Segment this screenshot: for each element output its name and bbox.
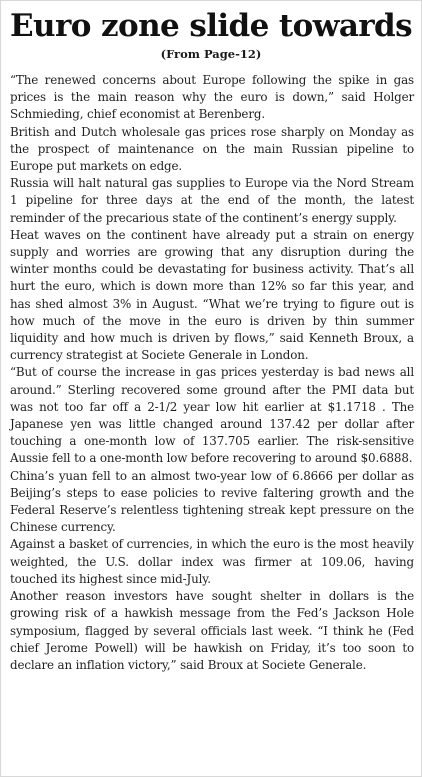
paragraph-3: Russia will halt natural gas supplies to Europe via the Nord Stream 1 pipeline for three days at the end of the month, the latest reminder of the precarious state of the continent’s energy supply.: [10, 176, 414, 225]
headline: Euro zone slide towards: [10, 8, 412, 44]
paragraph-6: China’s yuan fell to an almost two-year low of 6.8666 per dollar as Beijing’s steps to ease policies to revive faltering growth and the Federal Reserve’s relentless tightening streak kept pressure on the Chinese currency.: [10, 468, 414, 535]
paragraph-2: British and Dutch wholesale gas prices rose sharply on Monday as the prospect of maintenance on the main Russian pipeline to Europe put markets on edge.: [10, 124, 414, 174]
paragraph-7: Against a basket of currencies, in which the euro is the most heavily weighted, the U.S. dollar index was firmer at 109.06, having touched its highest since mid-July.: [10, 537, 414, 586]
article-body: [10, 72, 414, 674]
continued-from-label: (From Page-12): [160, 47, 262, 61]
paragraph-5: “But of course the increase in gas prices yesterday is bad news all around.” Sterling recovered some ground after the PMI data but was not too far off a 2-1/2 year low hit earlier at $1.1718 . The Japanese yen was little changed around 137.42 per dollar after touching a one-month low of 137.705 earlier. The risk-sensitive Aussie fell to a one-month low before recovering to around $0.6888.: [10, 365, 414, 466]
paragraph-8: Another reason investors have sought shelter in dollars is the growing risk of a hawkish message from the Fed’s Jackson Hole symposium, flagged by several officials last week. “I think he (Fed chief Jerome Powell) will be hawkish on Friday, it’s too soon to declare an inflation victory,” said Broux at Societe Generale.: [10, 589, 414, 672]
paragraph-4: Heat waves on the continent have already put a strain on energy supply and worries are growing that any disruption during the winter months could be devastating for business activity. That’s all hurt the euro, which is down more than 12% so far this year, and has shed almost 3% in August. “What we’re trying to figure out is how much of the move in the euro is driven by thin summer liquidity and how much is driven by flows,” said Kenneth Broux, a currency strategist at Societe Generale in London.: [10, 227, 414, 363]
paragraph-1: “The renewed concerns about Europe following the spike in gas prices is the main reason why the euro is down,” said Holger Schmieding, chief economist at Berenberg.: [10, 73, 414, 122]
